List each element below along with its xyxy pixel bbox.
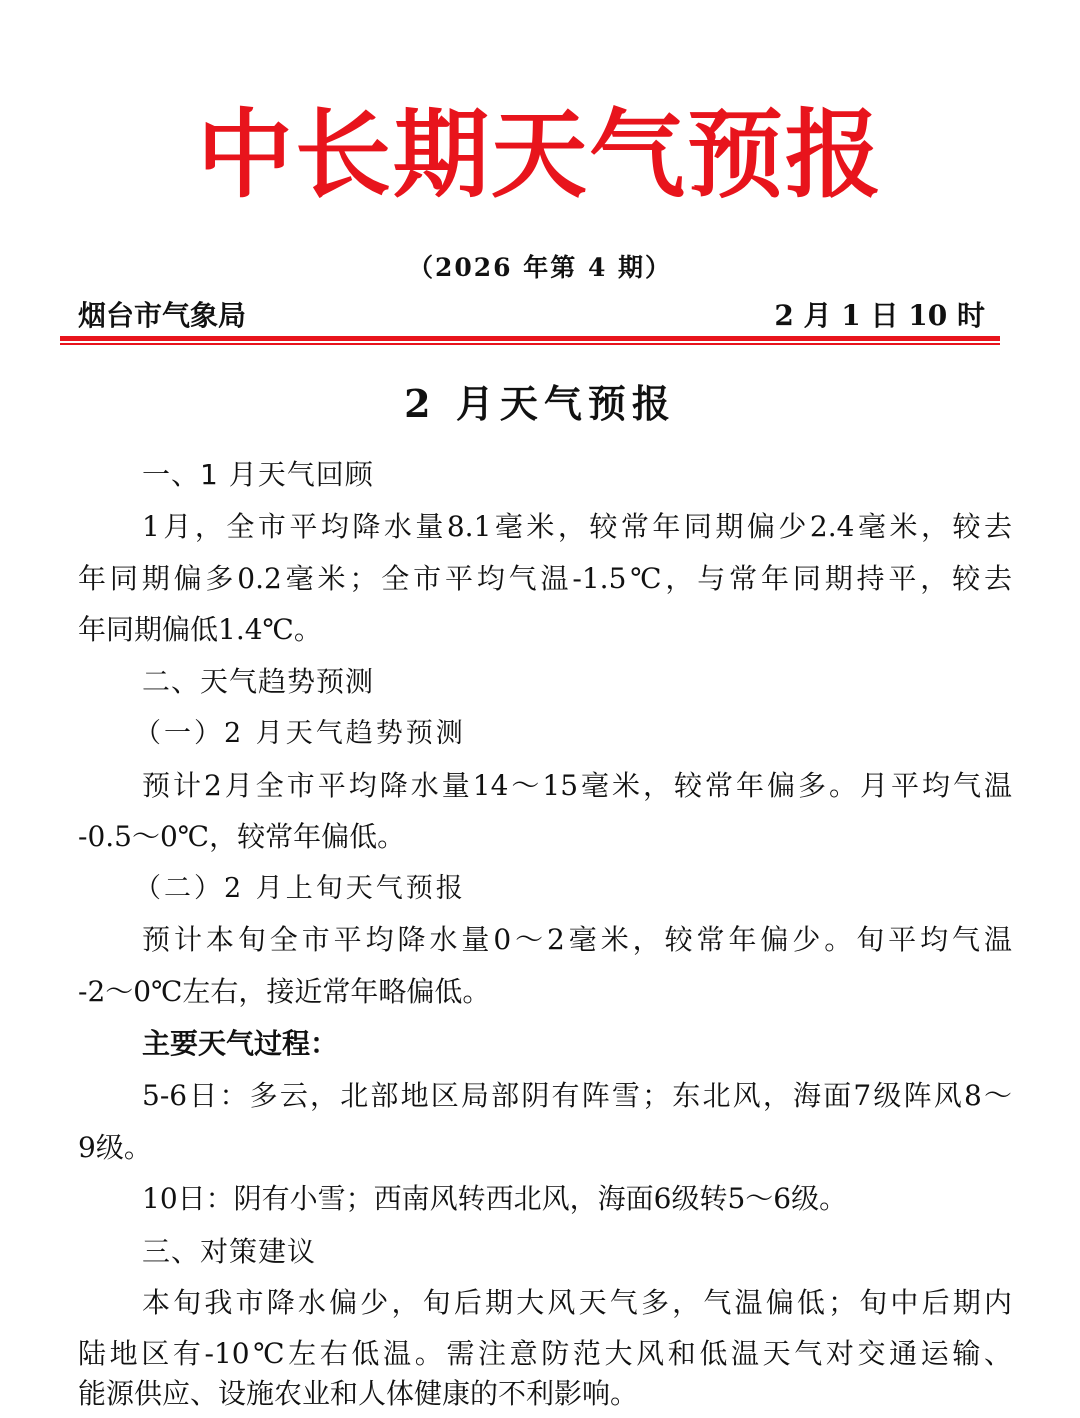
processes-heading: 主要天气过程：	[142, 1027, 339, 1060]
process-line-3: 10日：阴有小雪；西南风转西北风，海面6级转5～6级。	[142, 1182, 848, 1215]
header-rule-thick	[60, 336, 1000, 341]
review-line-2: 年同期偏多0.2毫米；全市平均气温-1.5℃，与常年同期持平，较去	[78, 562, 1012, 595]
document-title: 2 月天气预报	[404, 381, 676, 426]
section-heading-advice: 三、对策建议	[142, 1235, 317, 1268]
month-line-1: 预计2月全市平均降水量14～15毫米，较常年偏多。月平均气温	[142, 769, 1012, 802]
section-heading-forecast: 二、天气趋势预测	[142, 665, 375, 698]
process-line-1: 5-6日：多云，北部地区局部阴有阵雪；东北风，海面7级阵风8～	[142, 1079, 1012, 1112]
early-line-1: 预计本旬全市平均降水量0～2毫米，较常年偏少。旬平均气温	[142, 923, 1012, 956]
issue-time: 2 月 1 日 10 时	[774, 299, 985, 332]
header-rule-thin	[60, 343, 1000, 345]
month-line-2: -0.5～0℃，较常年偏低。	[78, 820, 406, 853]
advice-line-3: 能源供应、设施农业和人体健康的不利影响。	[78, 1377, 639, 1410]
advice-line-1: 本旬我市降水偏少，旬后期大风天气多，气温偏低；旬中后期内	[142, 1286, 1012, 1319]
review-line-1: 1月，全市平均降水量8.1毫米，较常年同期偏少2.4毫米，较去	[142, 510, 1012, 543]
masthead-title: 中长期天气预报	[197, 99, 883, 211]
issue-number: （2026 年第 4 期）	[407, 253, 673, 282]
early-line-2: -2～0℃左右，接近常年略偏低。	[78, 975, 491, 1008]
issuer-name: 烟台市气象局	[78, 299, 247, 332]
subsection-heading-early: （二）2 月上旬天气预报	[134, 873, 466, 904]
section-heading-review: 一、1 月天气回顾	[142, 458, 374, 491]
subsection-heading-month: （一）2 月天气趋势预测	[134, 718, 466, 749]
advice-line-2: 陆地区有-10℃左右低温。需注意防范大风和低温天气对交通运输、	[78, 1337, 1012, 1370]
process-line-2: 9级。	[78, 1131, 152, 1164]
review-line-3: 年同期偏低1.4℃。	[78, 613, 322, 646]
